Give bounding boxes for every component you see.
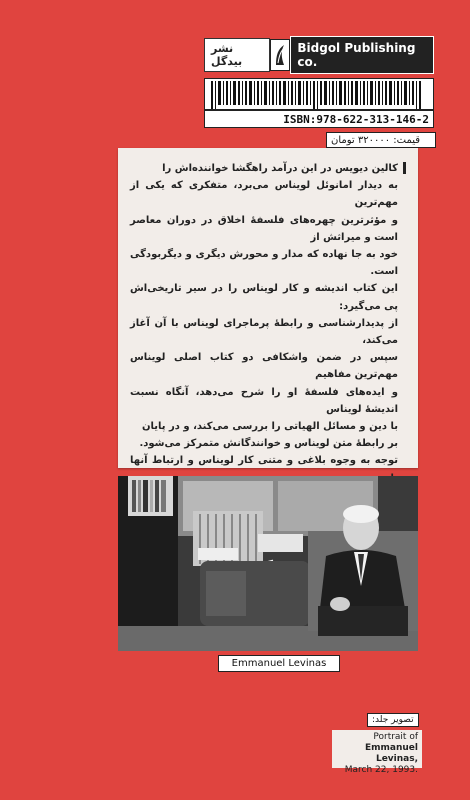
description-line: کالین دیویس در این درآمد راهگشا خواننده‌اش را — [162, 163, 398, 174]
description-line: این کتاب اندیشه و کار لویناس را در سیر تاریخی‌اش پی می‌گیرد: — [130, 283, 398, 312]
publisher-block — [204, 38, 434, 148]
credit-line-1: Portrait of — [373, 732, 418, 742]
description-card — [118, 148, 418, 468]
cover-credit-box — [332, 730, 422, 775]
paragraph-mark — [403, 162, 406, 174]
description-line: خود به جا نهاده که مدار و محورش دیگری و دیگربودگی است. — [130, 249, 398, 278]
publisher-logo-icon — [270, 39, 290, 71]
photo-caption: Emmanuel Levinas — [218, 655, 340, 672]
description-line: با دین و مسائل الهیاتی را بررسی می‌کند، و در پایان — [141, 421, 398, 433]
description-line: توجه به وجوه بلاغی و متنی کار لویناس و ارتباط آنها — [130, 455, 398, 467]
description-line: و مؤثرترین چهره‌های فلسفهٔ اخلاق در دوران معاصر است و میراثش از — [130, 214, 398, 243]
description-line: بر رابطهٔ متن لویناس و خوانندگانش متمرکز می‌شود. — [139, 438, 398, 450]
price: قیمت: ۳۲۰۰۰۰ تومان — [326, 132, 436, 148]
publisher-row — [204, 38, 434, 72]
description-line: از پدیدارشناسی و رابطهٔ پرماجرای لویناس با آن آغاز می‌کند، — [130, 317, 398, 347]
cover-credit-label: تصویر جلد: — [367, 713, 419, 727]
credit-line-3: March 22, 1993. — [344, 765, 418, 775]
credit-name: Emmanuel Levinas, — [365, 743, 418, 764]
author-photo — [118, 476, 418, 651]
description-line: سپس در ضمن واشکافی دو کتاب اصلی لویناس مهم‌ترین مفاهیم — [130, 352, 398, 381]
publisher-name-fa: نشر بیدگل — [204, 38, 270, 72]
credit-line-2 — [336, 743, 418, 765]
description-line: به دیدار امانوئل لویناس می‌برد، متفکری که یکی از مهم‌ترین — [130, 180, 398, 209]
description-line: و ایده‌های فلسفهٔ او را شرح می‌دهد، آنگاه نسبت اندیشهٔ لویناس — [130, 386, 398, 415]
isbn: ISBN:978-622-313-146-2 — [204, 110, 434, 128]
barcode — [204, 78, 434, 110]
publisher-name-en: Bidgol Publishing co. — [290, 36, 434, 74]
